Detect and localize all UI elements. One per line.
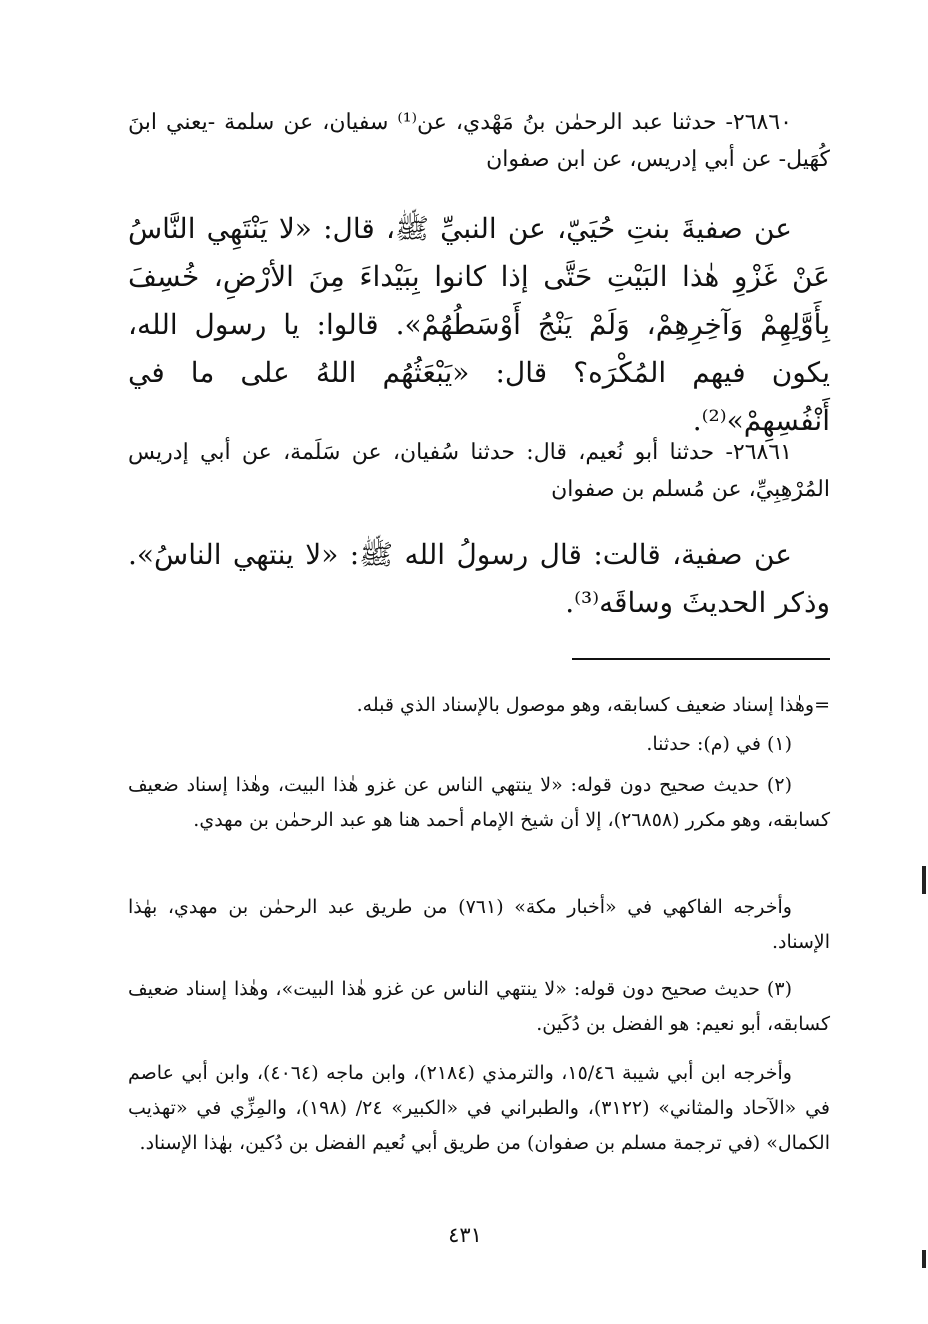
footnote-3-b: وأخرجه ابن أبي شيبة ١٥/٤٦، والترمذي (٢١٨٤)، وابن ماجه (٤٠٦٤)، وابن أبي عاصم في «الآحاد والمثاني» (٣١٢٢)، والطبراني في «الكبير» ٢٤/ (١٩٨)، والمِزِّي في «تهذيب الكمال» (في ترجمة مسلم بن صفوان) من طريق أبي نُعيم الفضل بن دُكين، بهٰذا الإسناد.: [128, 1062, 830, 1154]
footnote-1: (١) في (م): حدثنا.: [646, 733, 792, 755]
hadith-26861-matn: عن صفية، قالت: قال رسولُ الله ﷺ: «لا ينتهي الناسُ». وذكر الحديثَ وساقَه⁽³⁾.: [128, 538, 830, 619]
footnote-separator: [572, 658, 830, 660]
footnote-2-a: (٢) حديث صحيح دون قوله: «لا ينتهي الناس عن غزو هٰذا البيت، وهٰذا إسناد ضعيف كسابقه، وهو مكرر (٢٦٨٥٨)، إلا أن شيخ الإمام أحمد هنا هو عبد الرحمٰن بن مهدي.: [128, 774, 830, 831]
hadith-26860-matn: عن صفيةَ بنتِ حُيَيّ، عن النبيِّ ﷺ، قال: «لا يَنْتَهِي النَّاسُ عَنْ غَزْوِ هٰذا البَيْتِ حَتَّى إذا كانوا بِبَيْداءَ مِنَ الأرْضِ، خُسِفَ بِأَوَّلِهِمْ وَآخِرِهِمْ، وَلَمْ يَنْجُ أَوْسَطُهُمْ». قالوا: يا رسول الله، يكون فيهم المُكْرَه؟ قال: «يَبْعَثُهُم اللهُ على ما في أَنْفُسِهِمْ»⁽²⁾.: [128, 212, 830, 437]
edge-mark: [922, 1250, 926, 1268]
footnote-2-b: وأخرجه الفاكهي في «أخبار مكة» (٧٦١) من طريق عبد الرحمٰن بن مهدي، بهٰذا الإسناد.: [128, 896, 830, 953]
hadith-26860-isnad: ٢٦٨٦٠- حدثنا عبد الرحمٰن بنُ مَهْدي، عن⁽¹⁾ سفيان، عن سلمة -يعني ابنَ كُهَيل- عن أبي إدريس، عن ابن صفوان: [128, 110, 830, 172]
footnote-continued: =وهٰذا إسناد ضعيف كسابقه، وهو موصول بالإسناد الذي قبله.: [356, 694, 830, 716]
hadith-26861-isnad: ٢٦٨٦١- حدثنا أبو نُعيم، قال: حدثنا سُفيان، عن سَلَمة، عن أبي إدريس المُرْهِبِيِّ، عن مُسلم بن صفوان: [128, 440, 830, 502]
edge-mark: [922, 866, 926, 894]
page-number: ٤٣١: [448, 1223, 482, 1247]
footnote-3-a: (٣) حديث صحيح دون قوله: «لا ينتهي الناس عن غزو هٰذا البيت»، وهٰذا إسناد ضعيف كسابقه، أبو نعيم: هو الفضل بن دُكَين.: [128, 978, 830, 1035]
